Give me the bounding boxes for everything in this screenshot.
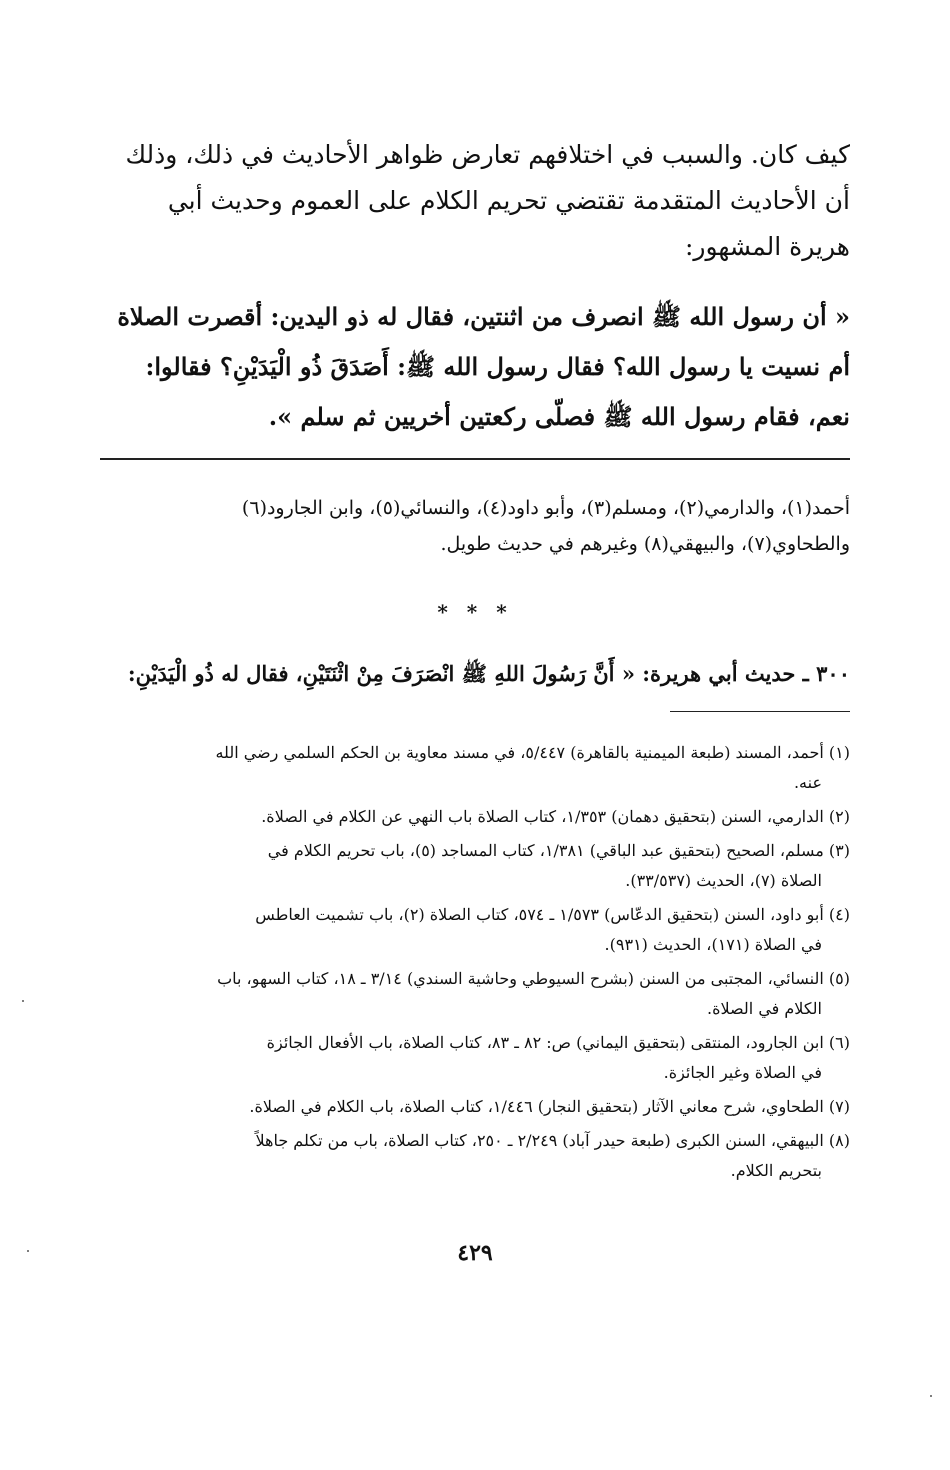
- section-divider: [100, 458, 850, 460]
- scan-speck: [22, 1000, 24, 1002]
- footnote-7: [90, 1092, 850, 1122]
- footnote-1: [90, 738, 850, 798]
- footnote-5: [90, 964, 850, 1024]
- scan-speck: [930, 1395, 932, 1397]
- footnote-8-line-1: (٨) البيهقي، السنن الكبرى (طبعة حيدر آباد) ٢/٢٤٩ ـ ٢٥٠، كتاب الصلاة، باب من تكلم جاهلاً: [255, 1131, 850, 1150]
- separator-stars: * * *: [437, 600, 513, 624]
- footnote-5-line-1: (٥) النسائي، المجتبى من السنن (بشرح السيوطي وحاشية السندي) ٣/١٤ ـ ١٨، كتاب السهو، باب: [217, 969, 850, 988]
- main-line-1: كيف كان. والسبب في اختلافهم تعارض ظواهر الأحاديث في ذلك، وذلك: [125, 140, 850, 169]
- footnotes: [90, 738, 850, 1190]
- footnote-2-line-1: (٢) الدارمي، السنن (بتحقيق دهمان) ١/٣٥٣، كتاب الصلاة باب النهي عن الكلام في الصلاة.: [261, 807, 850, 826]
- footnote-8: [90, 1126, 850, 1186]
- sources-line-2: والطحاوي(٧)، والبيهقي(٨) وغيرهم في حديث طويل.: [440, 533, 850, 555]
- sources-line-1: أحمد(١)، والدارمي(٢)، ومسلم(٣)، وأبو داود(٤)، والنسائي(٥)، وابن الجارود(٦): [241, 497, 850, 519]
- footnote-4: [90, 900, 850, 960]
- footnote-6-line-1: (٦) ابن الجارود، المنتقى (بتحقيق اليماني) ص: ٨٢ ـ ٨٣، كتاب الصلاة، باب الأفعال الجائزة: [266, 1033, 850, 1052]
- main-line-2: أن الأحاديث المتقدمة تقتضي تحريم الكلام على العموم وحديث أبي: [167, 186, 850, 215]
- footnote-divider: [670, 711, 850, 712]
- footnote-1-line-1: (١) أحمد، المسند (طبعة الميمنية بالقاهرة) ٥/٤٤٧، في مسند معاوية بن الحكم السلمي رضي الله: [215, 743, 850, 762]
- scan-speck: [27, 1250, 29, 1252]
- footnote-6-line-2: في الصلاة وغير الجائزة.: [663, 1063, 822, 1082]
- footnote-3: [90, 836, 850, 896]
- hadith-300-heading: [100, 650, 850, 698]
- hadith-line-1: « أن رسول الله ﷺ انصرف من اثنتين، فقال له ذو اليدين: أقصرت الصلاة: [117, 302, 850, 331]
- hadith-line-2: أم نسيت يا رسول الله؟ فقال رسول الله ﷺ: أَصَدَقَ ذُو الْيَدَيْنِ؟ فقالوا:: [145, 352, 850, 381]
- footnote-4-line-2: في الصلاة (١٧١)، الحديث (٩٣١).: [604, 935, 822, 954]
- footnote-3-line-2: الصلاة (٧)، الحديث (٣٣/٥٣٧).: [625, 871, 822, 890]
- footnote-4-line-1: (٤) أبو داود، السنن (بتحقيق الدعّاس) ١/٥٧٣ ـ ٥٧٤، كتاب الصلاة (٢)، باب تشميت العاطس: [255, 905, 850, 924]
- main-paragraph: [100, 132, 850, 270]
- hadith-quote: [100, 292, 850, 442]
- hadith-line-3: نعم، فقام رسول الله ﷺ فصلّى ركعتين أخريين ثم سلم ».: [268, 402, 850, 431]
- footnote-7-line-1: (٧) الطحاوي، شرح معاني الآثار (بتحقيق النجار) ١/٤٤٦، كتاب الصلاة، باب الكلام في الصلاة.: [249, 1097, 850, 1116]
- footnote-3-line-1: (٣) مسلم، الصحيح (بتحقيق عبد الباقي) ١/٣٨١، كتاب المساجد (٥)، باب تحريم الكلام في: [267, 841, 850, 860]
- sources-continuation: [100, 490, 850, 562]
- hadith-300-line: ٣٠٠ ـ حديث أبي هريرة: « أَنَّ رَسُولَ اللهِ ﷺ انْصَرَفَ مِنْ اثْنَتَيْنِ، فقال له ذُو الْيَدَيْنِ:: [127, 661, 850, 686]
- footnote-8-line-2: بتحريم الكلام.: [730, 1161, 822, 1180]
- footnote-2: [90, 802, 850, 832]
- footnote-1-line-2: عنه.: [793, 773, 822, 792]
- page-number: ٤٢٩: [457, 1240, 493, 1266]
- footnote-6: [90, 1028, 850, 1088]
- footnote-5-line-2: الكلام في الصلاة.: [707, 999, 822, 1018]
- main-line-3: هريرة المشهور:: [684, 232, 850, 261]
